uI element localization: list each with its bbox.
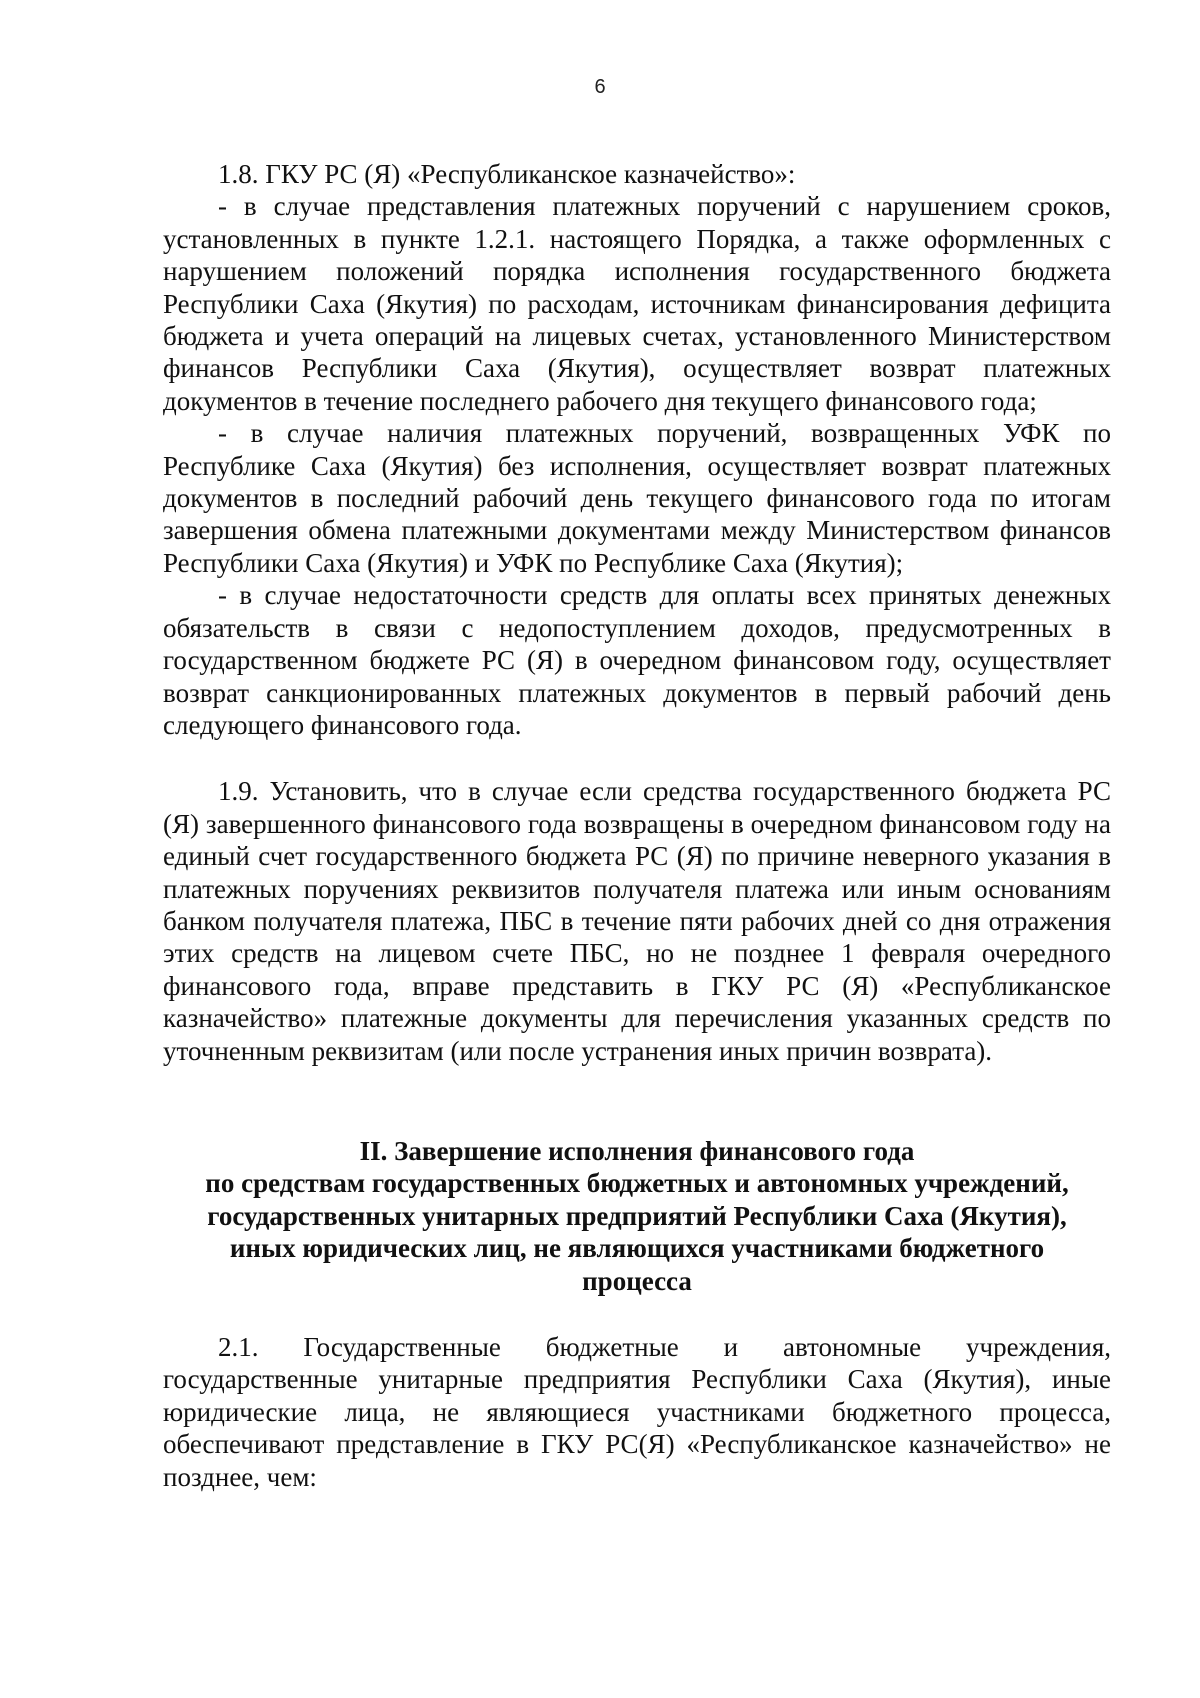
document-body [163, 158, 1111, 1493]
paragraph-1-8-item-a: - в случае представления платежных поручений с нарушением сроков, установленных в пункте 1.2.1. настоящего Порядка, а также оформленных с нарушением положений порядка исполнения государственного бюджета Республики Саха (Якутия) по расходам, источникам финансирования дефицита бюджета и учета операций на лицевых счетах, установленного Министерством финансов Республики Саха (Якутия), осуществляет возврат платежных документов в течение последнего рабочего дня текущего финансового года; [163, 191, 1111, 416]
heading-line: II. Завершение исполнения финансового года [359, 1135, 915, 1166]
paragraph-1-8-item-c: - в случае недостаточности средств для оплаты всех принятых денежных обязательств в связи с недопоступлением доходов, предусмотренных в государственном бюджете РС (Я) в очередном финансовом году, осуществляет возврат санкционированных платежных документов в первый рабочий день следующего финансового года. [163, 580, 1111, 740]
heading-line: по средствам государственных бюджетных и автономных учреждений, [205, 1168, 1069, 1199]
paragraph-2-1: 2.1. Государственные бюджетные и автономные учреждения, государственные унитарные предприятия Республики Саха (Якутия), иные юридические лица, не являющиеся участниками бюджетного процесса, обеспечивают представление в ГКУ РС(Я) «Республиканское казначейство» не позднее, чем: [163, 1332, 1111, 1492]
paragraph-1-9: 1.9. Установить, что в случае если средства государственного бюджета РС (Я) завершенного финансового года возвращены в очередном финансовом году на единый счет государственного бюджета РС (Я) по причине неверного указания в платежных поручениях реквизитов получателя платежа или иным основаниям банком получателя платежа, ПБС в течение пяти рабочих дней со дня отражения этих средств на лицевом счете ПБС, но не позднее 1 февраля очередного финансового года, вправе представить в ГКУ РС (Я) «Республиканское казначейство» платежные документы для перечисления указанных средств по уточненным реквизитам (или после устранения иных причин возврата). [163, 776, 1111, 1066]
section-2-heading [163, 1135, 1111, 1297]
heading-spacer [163, 1297, 1111, 1331]
page-number: 6 [594, 76, 606, 98]
paragraph-1-8-title: 1.8. ГКУ РС (Я) «Республиканское казначейство»: [218, 159, 796, 189]
heading-spacer [163, 1067, 1111, 1135]
paragraph-spacer [163, 741, 1111, 775]
heading-line: иных юридических лиц, не являющихся участниками бюджетного [229, 1233, 1045, 1264]
heading-line: государственных унитарных предприятий Республики Саха (Якутия), [207, 1200, 1067, 1231]
paragraph-1-8-item-b: - в случае наличия платежных поручений, возвращенных УФК по Республике Саха (Якутия) без исполнения, осуществляет возврат платежных документов в последний рабочий день текущего финансового года по итогам завершения обмена платежными документами между Министерством финансов Республики Саха (Якутия) и УФК по Республике Саха (Якутия); [163, 418, 1111, 578]
heading-line: процесса [582, 1265, 692, 1296]
